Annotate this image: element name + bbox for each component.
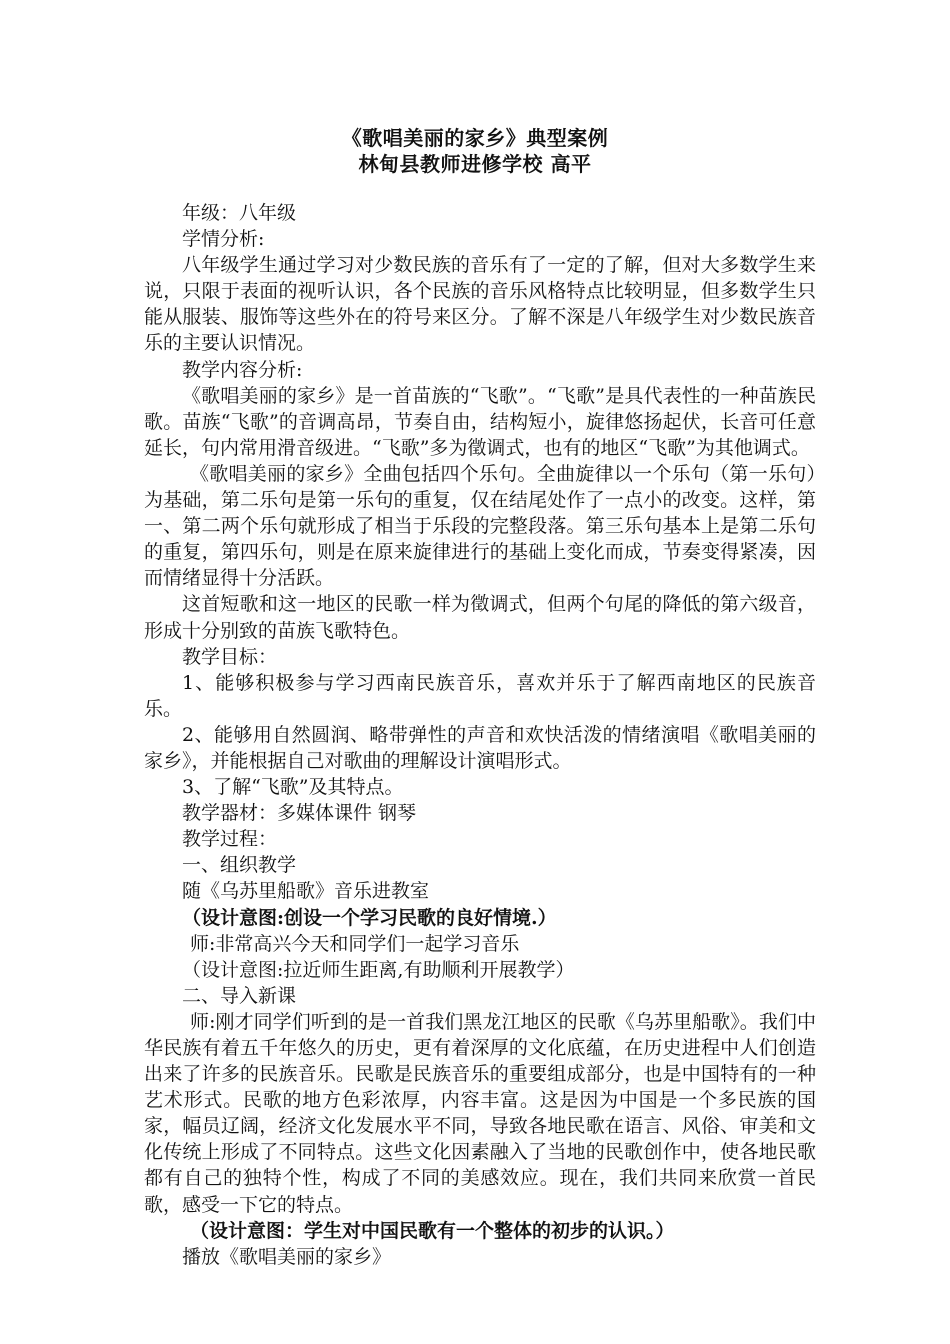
step-1-line: 随《乌苏里船歌》音乐进教室 (182, 880, 430, 903)
student-analysis-paragraph: 八年级学生通过学习对少数民族的音乐有了一定的了解，但对大多数学生来说，只限于表面的视听认识，各个民族的音乐风格特点比较明显，但多数学生只能从服装、服饰等这些外在的符号来区分。了解不深是八年级学生对少数民族音乐的主要认识情况。 (144, 254, 816, 355)
step-1-design-intent: （设计意图:创设一个学习民歌的良好情境.） (182, 906, 557, 929)
equipment-line: 教学器材：多媒体课件 钢琴 (182, 802, 417, 825)
grade-line: 年级：八年级 (182, 202, 297, 224)
step-2-heading: 二、导入新课 (182, 984, 297, 1007)
content-analysis-paragraph-1: 《歌唱美丽的家乡》是一首苗族的“飞歌”。“飞歌”是具代表性的一种苗族民歌。苗族“飞歌”的音调高昂，节奏自由，结构短小，旋律悠扬起伏，长音可任意延长，句内常用滑音级进。“飞歌”多为徵调式，也有的地区“飞歌”为其他调式。 (144, 384, 816, 459)
step-2-teacher-paragraph: 师:刚才同学们听到的是一首我们黑龙江地区的民歌《乌苏里船歌》。我们中华民族有着五千年悠久的历史，更有着深厚的文化底蕴，在历史进程中人们创造出来了许多的民族音乐。民歌是民族音乐的重要组成部分，也是中国特有的一种艺术形式。民歌的地方色彩浓厚，内容丰富。这是因为中国是一个多民族的国家，幅员辽阔，经济文化发展水平不同，导致各地民歌在语言、风俗、审美和文化传统上形成了不同特点。这些文化因素融入了当地的民歌创作中，使各地民歌都有自己的独特个性，构成了不同的美感效应。现在，我们共同来欣赏一首民歌，感受一下它的特点。 (144, 1010, 816, 1216)
step-1-design-intent-2: （设计意图:拉近师生距离,有助顺利开展教学） (182, 958, 575, 981)
step-2-design-intent: （设计意图：学生对中国民歌有一个整体的初步的认识。） (190, 1219, 675, 1242)
step-1-heading: 一、组织教学 (182, 854, 297, 877)
process-heading: 教学过程： (182, 828, 278, 851)
goal-item-3: 3、了解“飞歌”及其特点。 (182, 776, 404, 799)
step-1-teacher-line: 师:非常高兴今天和同学们一起学习音乐 (190, 932, 520, 955)
document-author: 林甸县教师进修学校 高平 (358, 152, 592, 176)
content-analysis-heading: 教学内容分析: (182, 358, 303, 381)
content-analysis-paragraph-3: 这首短歌和这一地区的民歌一样为徵调式，但两个句尾的降低的第六级音，形成十分别致的苗族飞歌特色。 (144, 593, 816, 642)
content-analysis-paragraph-2: 《歌唱美丽的家乡》全曲包括四个乐句。全曲旋律以一个乐句（第一乐句）为基础，第二乐句是第一乐句的重复，仅在结尾处作了一点小的改变。这样，第一、第二两个乐句就形成了相当于乐段的完整段落。第三乐句基本上是第二乐句的重复，第四乐句，则是在原来旋律进行的基础上变化而成，节奏变得紧凑，因而情绪显得十分活跃。 (144, 462, 816, 590)
goal-item-1: 1、能够积极参与学习西南民族音乐，喜欢并乐于了解西南地区的民族音乐。 (144, 671, 816, 720)
goal-item-2: 2、能够用自然圆润、略带弹性的声音和欢快活泼的情绪演唱《歌唱美丽的家乡》，并能根据自己对歌曲的理解设计演唱形式。 (144, 723, 816, 772)
document-body (144, 200, 816, 1270)
step-2-play-line: 播放《歌唱美丽的家乡》 (182, 1245, 392, 1268)
document-title: 《歌唱美丽的家乡》典型案例 (341, 126, 609, 150)
student-analysis-heading: 学情分析: (182, 228, 265, 251)
goals-heading: 教学目标： (182, 645, 278, 668)
